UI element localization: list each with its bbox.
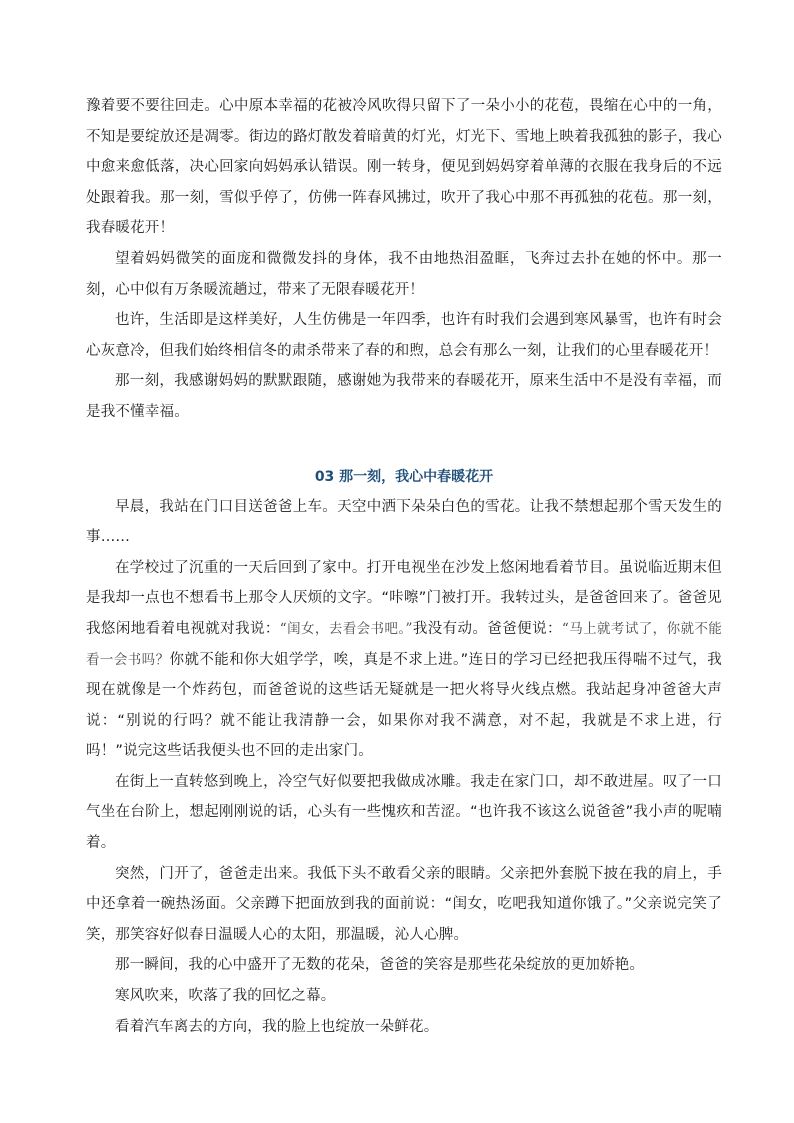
paragraph-6-part-a: 在学校过了沉重的一天后回到了家中。打开电视坐在沙发上悠闲地看着节目。虽说临近期末但是我却一点也不想看书上那令人厌烦的文字。“咔嚓”门被打开。我转过头，是爸爸回来了。爸爸见我悠闲地看着电视就对我说： <box>86 559 722 637</box>
paragraph-4: 那一刻，我感谢妈妈的默默跟随，感谢她为我带来的春暖花开，原来生活中不是没有幸福，而是我不懂幸福。 <box>86 373 722 420</box>
section-title: 03 那一刻，我心中春暖花开 <box>314 468 494 485</box>
quote-1: “闺女，去看会书吧。” <box>279 620 413 637</box>
paragraph-10: 寒风吹来，吹落了我的回忆之幕。 <box>115 988 336 1005</box>
paragraph-2: 望着妈妈微笑的面庞和微微发抖的身体，我不由地热泪盈眶，飞奔过去扑在她的怀中。那一刻，心中似有万条暖流趟过，带来了无限春暖花开！ <box>86 250 722 298</box>
paragraph-7: 在街上一直转悠到晚上，冷空气好似要把我做成冰雕。我走在家门口，却不敢进屋。叹了一口气坐在台阶上，想起刚刚说的话，心头有一些愧疚和苦涩。“也许我不该这么说爸爸”我小声的呢喃着。 <box>86 773 722 852</box>
paragraph-6-part-c: 你就不能和你大姐学学，唉，真是不求上进。”连日的学习已经把我压得喘不过气，我现在就像是一个炸药包，而爸爸说的这些话无疑就是一把火将导火线点燃。我站起身冲爸爸大声说：“别说的行吗？就不能让我清静一会，如果你对我不满意，对不起，我就是不求上进，行吗！”说完这些话我便头也不回的走出家门。 <box>86 651 723 760</box>
paragraph-5: 早晨，我站在门口目送爸爸上车。天空中洒下朵朵白色的雪花。让我不禁想起那个雪天发生的事…… <box>86 498 722 546</box>
paragraph-6-part-b: 我没有动。爸爸便说： <box>412 620 562 637</box>
section-spacer <box>86 428 722 462</box>
paragraph-1: 豫着要不要往回走。心中原本幸福的花被冷风吹得只留下了一朵小小的花苞，畏缩在心中的一角，不知是要绽放还是凋零。街边的路灯散发着暗黄的灯光，灯光下、雪地上映着我孤独的影子，我心中愈来愈低落，决心回家向妈妈承认错误。刚一转身，便见到妈妈穿着单薄的衣服在我身后的不远处跟着我。那一刻，雪似乎停了，仿佛一阵春风拂过，吹开了我心中那不再孤独的花苞。那一刻，我春暖花开！ <box>86 98 722 237</box>
document-page <box>86 91 722 1042</box>
paragraph-8: 突然，门开了，爸爸走出来。我低下头不敢看父亲的眼睛。父亲把外套脱下披在我的肩上，手中还拿着一碗热汤面。父亲蹲下把面放到我的面前说：“闺女，吃吧我知道你饿了。”父亲说完笑了笑，那笑容好似春日温暖人心的太阳，那温暖，沁人心脾。 <box>86 865 722 943</box>
paragraph-9: 那一瞬间，我的心中盛开了无数的花朵，爸爸的笑容是那些花朵绽放的更加娇艳。 <box>115 957 645 974</box>
paragraph-11: 看着汽车离去的方向，我的脸上也绽放一朵鲜花。 <box>115 1018 439 1035</box>
paragraph-3: 也许，生活即是这样美好，人生仿佛是一年四季，也许有时我们会遇到寒风暴雪，也许有时会心灰意冷，但我们始终相信冬的肃杀带来了春的和煦，总会有那么一刻，让我们的心里春暖花开！ <box>86 312 722 359</box>
quote-2: “马上就考试了，你就不能看一会书吗？ <box>86 620 722 668</box>
paragraph-6 <box>86 553 722 767</box>
